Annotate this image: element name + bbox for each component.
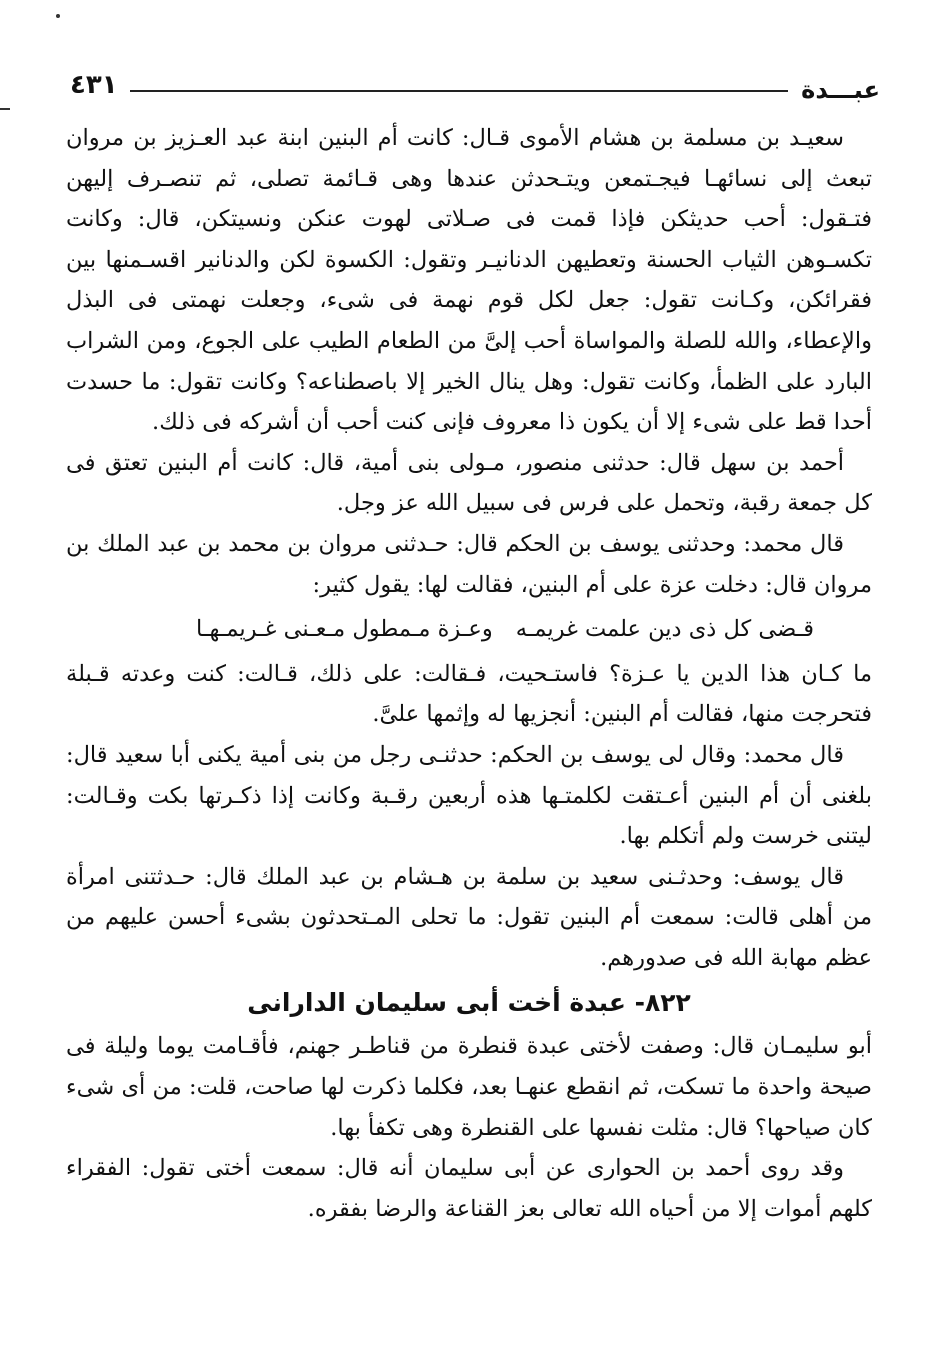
- page-number: ٤٣١: [70, 70, 118, 100]
- header-rule: [130, 90, 788, 92]
- page-body: [66, 118, 872, 1229]
- page-header: [60, 68, 880, 108]
- running-head: عبـــدة: [801, 76, 880, 104]
- poetry-verse: [66, 609, 872, 650]
- paragraph: قال محمد: وحدثنى يوسف بن الحكم قال: حـدثنى مروان بن محمد بن عبد الملك بن مروان قال: دخلت عزة على أم البنين، فقالت لها: يقول كثير:: [66, 530, 872, 598]
- paragraph: أحمد بن سهل قال: حدثنى منصور، مـولى بنى أمية، قال: كانت أم البنين تعتق فى كل جمعة رقبة، وتحمل على فرس فى سبيل الله عز وجل.: [66, 449, 872, 517]
- section-title: ٨٢٢- عبدة أخت أبى سليمان الدارانى: [247, 988, 691, 1018]
- paragraph: وقد روى أحمد بن الحوارى عن أبى سليمان أنه قال: سمعت أختى تقول: الفقراء كلهم أموات إلا من أحياه الله تعالى بعز القناعة والرضا بفقره.: [66, 1155, 872, 1222]
- margin-mark: [0, 108, 10, 110]
- scan-speck: [56, 14, 60, 18]
- paragraph: أبو سليمـان قال: وصفت لأختى عبدة قنطرة من قناطـر جهنم، فأقـامت يوما وليلة فى صيحة واحدة ما تسكت، ثم انقطع عنهـا بعد، فكلما ذكرت لها صاحت، قلت: من أى شىء كان صياحها؟ قال: مثلت نفسها على القنطرة وهى تكفأ بها.: [66, 1033, 872, 1141]
- paragraph: ما كـان هذا الدين يا عـزة؟ فاستـحيت، فـقالت: على ذلك، قـالت: كنت وعدته قـبلة فتحرجت منها، فقالت أم البنين: أنجزيها له وإثمها علىَّ.: [66, 660, 872, 728]
- paragraph: قال محمد: وقال لى يوسف بن الحكم: حدثنـى رجل من بنى أمية يكنى أبا سعيد قال: بلغنى أن أم البنين أعـتقت لكلمتـها هذه أربعين رقـبة وكانت إذا ذكـرتها بكت وقـالت: ليتنى خرست ولم أتكلم بها.: [66, 741, 872, 850]
- verse-second-hemistich: وعـزة مـمطول مـعـنى غـريمـهـا: [196, 616, 493, 643]
- verse-first-hemistich: قـضى كل ذى دين علمت غريمـه: [515, 616, 814, 643]
- paragraph: قال يوسف: وحدثـنى سعيد بن سلمة بن هـشام بن عبد الملك قال: حـدثتنى امرأة من أهلى قالت: سمعت أم البنين تقول: ما تحلى المـتحدثون بشىء أحسن عليهم من عظم مهابة الله فى صدورهم.: [66, 863, 872, 971]
- paragraph: سعيـد بن مسلمة بن هشام الأموى قـال: كانت أم البنين ابنة عبد العـزيز بن مروان تبعث إلى نسائهـا فيجـتمعن ويتـحدثن عندها وهى قـائمة تصلى، ثم تنصـرف إليهن فتـقول: أحب حديثكن فإذا قمت فى صـلاتى لهوت عنكن ونسيتكن، قال: وكانت تكسـوهن الثياب الحسنة وتعطيهن الدنانيـر وتقول: الكسوة لكن والدنانير اقسـمنها بين فقرائكن، وكـانت تقول: جعل لكل قوم نهمة فى شىء، وجعلت نهمتى فى البذل والإعطاء، والله للصلة والمواساة أحب إلىَّ من الطعام الطيب على الجوع، ومن الشراب البارد على الظمأ، وكانت تقول: وهل ينال الخير إلا باصطناعه؟ وكانت تقول: ما حسدت أحدا قط على شىء إلا أن يكون ذا معروف فإنى كنت أحب أن أشركه فى ذلك.: [66, 125, 872, 436]
